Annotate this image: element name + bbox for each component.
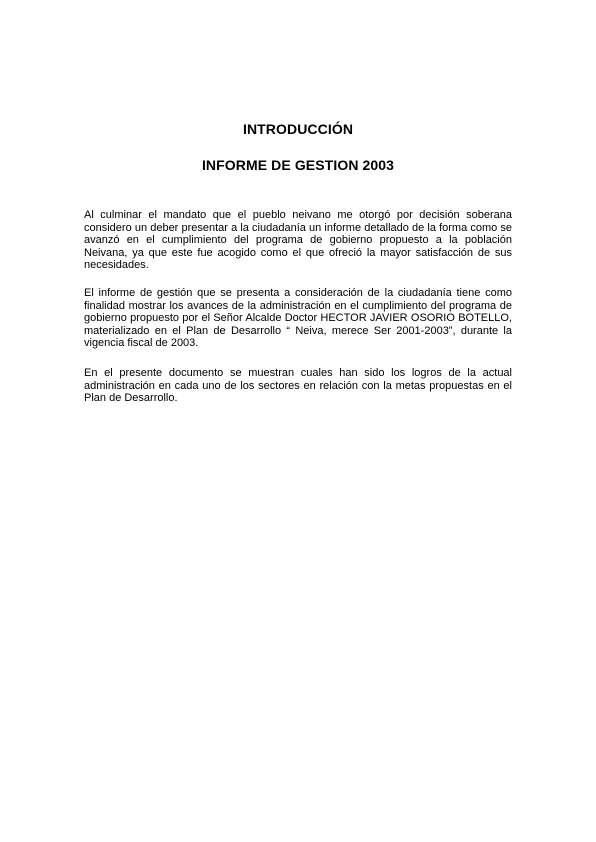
paragraph-1: Al culminar el mandato que el pueblo neivano me otorgó por decisión soberana considero un deber presentar a la ciudadanía un informe detallado de la forma como se avanzó en el cumplimiento del programa de gobierno propuesto a la población Neivana, ya que este fue acogido como el que ofreció la mayor satisfacción de sus necesidades. <box>84 209 512 272</box>
paragraph-3: En el presente documento se muestran cuales han sido los logros de la actual administración en cada uno de los sectores en relación con la metas propuestas en el Plan de Desarrollo. <box>84 367 512 405</box>
document-title: INTRODUCCIÓN <box>242 121 354 137</box>
paragraph-2: El informe de gestión que se presenta a consideración de la ciudadanía tiene como finalidad mostrar los avances de la administración en el cumplimiento del programa de gobierno propuesto por el Señor Alcalde Doctor HECTOR JAVIER OSORIO BOTELLO, materializado en el Plan de Desarrollo “ Neiva, merece Ser 2001-2003”, durante la vigencia fiscal de 2003. <box>84 287 512 350</box>
document-subtitle: INFORME DE GESTION 2003 <box>201 157 395 173</box>
